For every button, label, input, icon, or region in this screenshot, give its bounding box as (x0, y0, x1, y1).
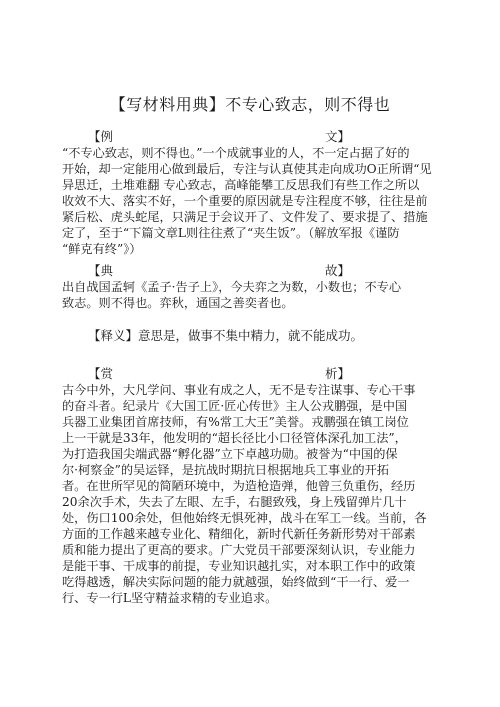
example-heading (88, 128, 350, 146)
example-heading-left: 【例 (88, 129, 114, 144)
page-title: 【写材料用典】不专心致志，则不得也 (109, 95, 391, 114)
analysis-line: 质和能力提出了更高的要求。广大党员干部要深刻认识，专业能力 (62, 543, 416, 557)
analysis-heading (88, 365, 350, 383)
analysis-line: 的奋斗者。纪录片《大国工匠·匠心传世》主人公戎鹏强，是中国 (62, 399, 408, 413)
analysis-line: 上一干就是33年，他发明的“超长径比小口径管体深孔加工法”， (62, 431, 407, 445)
analysis-line: 方面的工作越来越专业化、精细化，新时代新任务新形势对干部素 (62, 527, 416, 541)
analysis-heading-right: 析】 (324, 366, 350, 381)
analysis-line: 是能干事、干成事的前提，专业知识越扎实，对本职工作中的政策 (62, 559, 416, 573)
analysis-line: 处，伤口100余处，但他始终无惧死神，战斗在军工一线。当前，各 (62, 511, 427, 525)
analysis-line: 行、专一行L坚守精益求精的专业追求。 (62, 591, 278, 605)
meaning-heading: 【释义】意思是，做事不集中精力，就不能成功。 (88, 328, 364, 343)
analysis-paragraph (62, 382, 442, 606)
example-heading-right: 文】 (324, 129, 350, 144)
source-heading (88, 262, 350, 280)
source-heading-left: 【典 (88, 263, 114, 278)
analysis-line: 尔·柯察金”的吴运铎，是抗战时期抗日根据地兵工事业的开拓 (62, 463, 389, 477)
analysis-heading-left: 【赏 (88, 366, 114, 381)
analysis-line: 兵器工业集团首席技师，有%常工大王”美誉。戎鹏强在镇工岗位 (62, 415, 409, 429)
analysis-line: 为打造我国尖端武器“孵化器”立下卓越功勋。被誉为“中国的保 (62, 447, 398, 461)
example-line: 开始，却一定能用心做到最后，专注与认真使其走向成功O正所谓“见 (62, 162, 432, 176)
example-line: 收效不大、落实不好，一个重要的原因就是专注程度不够，往往是前 (62, 194, 428, 208)
analysis-line: 20余次手术，失去了左眼、左手，右腿致残，身上残留弹片几十 (62, 495, 407, 509)
source-line: 致志。则不得也。弈秋，通国之善奕者也。 (62, 296, 294, 310)
example-line: 异思迁，土堆难翻 专心致志，高峰能攀工反思我们有些工作之所以 (62, 178, 420, 192)
example-line: “不专心致志，则不得也。”一个成就事业的人，不一定占据了好的 (62, 146, 410, 160)
example-paragraph (62, 145, 442, 257)
example-line: 紧后松、虎头蛇尾，只满足于会议开了、文件发了、要求提了、措施 (62, 210, 428, 224)
analysis-line: 者。在世所罕见的简陋环境中，为造枪造弹，他曾三负重伤，经历 (62, 479, 416, 493)
source-paragraph (62, 279, 442, 311)
analysis-line: 吃得越透，解决实际问题的能力就越强，始终做到“干一行、爱一 (62, 575, 410, 589)
source-heading-right: 故】 (324, 263, 350, 278)
example-line: 定了，至于“下篇文章L则往往煮了“夹生饭”。（解放军报《谨防 (62, 226, 400, 240)
analysis-line: 古今中外，大凡学问、事业有成之人，无不是专注谋事、专心干事 (62, 383, 416, 397)
source-line: 出自战国孟轲《孟子·告子上》，今夫弈之为数，小数也；不专心 (62, 280, 402, 294)
example-line: “鲜克有终”》） (62, 242, 142, 256)
